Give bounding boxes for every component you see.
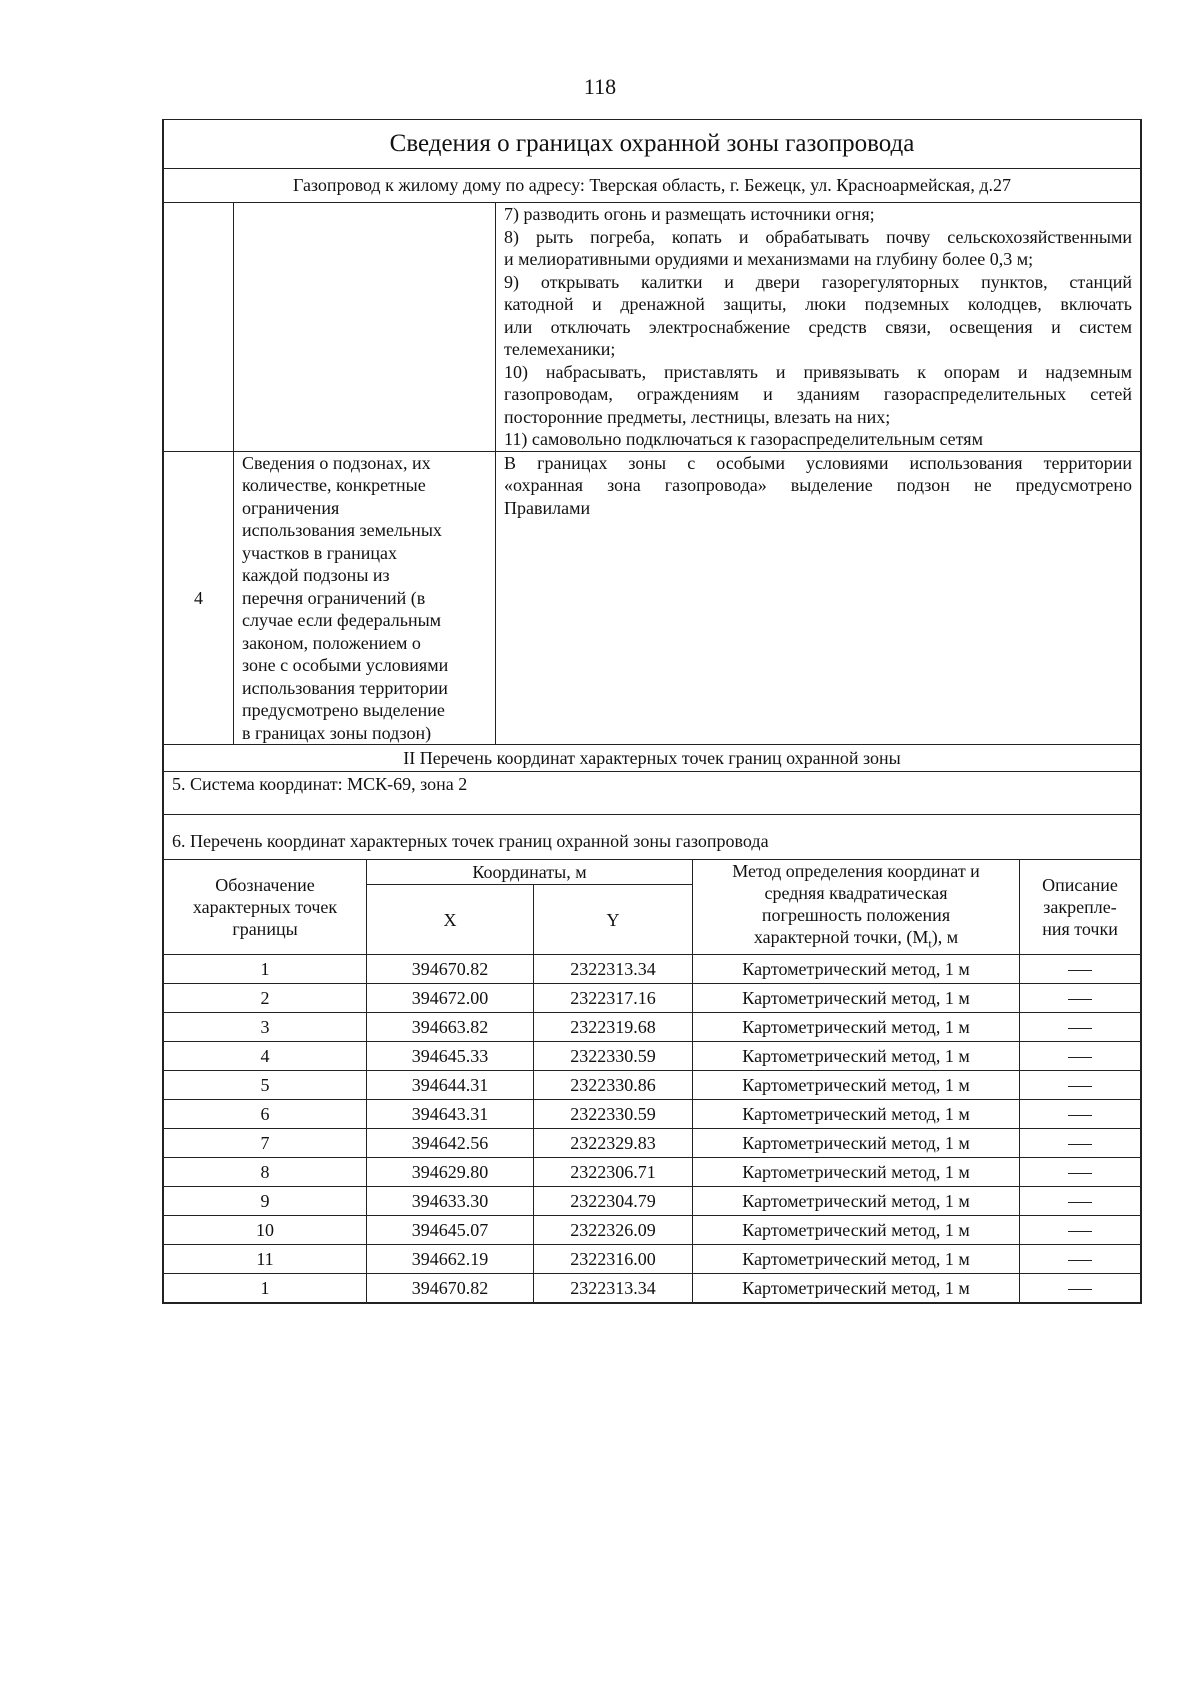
subzones-label-line: количестве, конкретные [242, 475, 426, 495]
table-row [164, 1274, 1141, 1303]
subzones-label-line: использования территории [242, 677, 448, 698]
restrictions-label-cell [234, 203, 496, 452]
point-description [1020, 1158, 1141, 1187]
point-number: 9 [164, 1187, 367, 1216]
header-designation [164, 859, 367, 955]
header-method: Метод определения координат и средняя квадратическая погрешность положения характерной точки, $(M_t)$, м [693, 859, 1020, 955]
dash-mark [1068, 999, 1092, 1000]
subzones-label [242, 452, 487, 745]
point-description [1020, 1042, 1141, 1071]
point-x: 394645.33 [367, 1042, 534, 1071]
point-description [1020, 1071, 1141, 1100]
point-description [1020, 1187, 1141, 1216]
point-x: 394662.19 [367, 1245, 534, 1274]
points-list-title: 6. Перечень координат характерных точек границ охранной зоны газопровода [164, 815, 1141, 860]
dash-mark [1068, 1260, 1092, 1261]
subzones-value-cell [496, 451, 1141, 745]
point-method: Картометрический метод, 1 м [693, 1158, 1020, 1187]
subzones-row-number: 4 [164, 451, 234, 745]
header-designation-line: характерных точек [192, 896, 338, 917]
restrictions-text-cell [496, 203, 1141, 452]
point-y: 2322319.68 [534, 1013, 693, 1042]
header-x: X [367, 884, 534, 954]
point-x: 394670.82 [367, 1274, 534, 1303]
table-row [164, 955, 1141, 984]
subzones-label-line: каждой подзоны из [242, 565, 390, 585]
pipeline-address: Газопровод к жилому дому по адресу: Тверская область, г. Бежецк, ул. Красноармейская, д.27 [164, 169, 1141, 203]
point-x: 394672.00 [367, 984, 534, 1013]
point-y: 2322316.00 [534, 1245, 693, 1274]
point-x: 394633.30 [367, 1187, 534, 1216]
point-description [1020, 1216, 1141, 1245]
subzones-label-line: использования земельных [242, 520, 442, 540]
restriction-line: или отключать электроснабжение средств связи, освещения и систем [504, 316, 1132, 337]
subzones-value-line: «охранная зона газопровода» выделение подзон не предусмотрено [504, 475, 1132, 495]
point-number: 3 [164, 1013, 367, 1042]
restriction-line: посторонние предметы, лестницы, влезать на них; [504, 406, 891, 427]
point-description [1020, 1274, 1141, 1303]
restriction-line: 8) рыть погреба, копать и обрабатывать почву сельскохозяйственными [504, 226, 1132, 247]
header-method-line: погрешность положения [761, 904, 951, 925]
subzones-label-line: предусмотрено выделение [242, 700, 445, 720]
dash-mark [1068, 1231, 1092, 1232]
header-designation-line: Обозначение [215, 874, 315, 895]
dash-mark [1068, 1028, 1092, 1029]
header-designation-line: границы [232, 918, 298, 939]
dash-mark [1068, 1202, 1092, 1203]
restriction-line: катодной и дренажной защиты, люки подземных колодцев, включать [504, 294, 1132, 314]
subzones-value-line: Правилами [504, 497, 591, 518]
point-x: 394644.31 [367, 1071, 534, 1100]
coordinates-table [163, 859, 1141, 1304]
point-number: 1 [164, 955, 367, 984]
restriction-line: и мелиоративными орудиями и механизмами на глубину более 0,3 м; [504, 249, 1034, 269]
zone-info-table [163, 120, 1141, 860]
point-number: 2 [164, 984, 367, 1013]
document-title: Сведения о границах охранной зоны газопровода [164, 120, 1141, 169]
restriction-line: 11) самовольно подключаться к газораспределительным сетям [504, 429, 983, 449]
point-description [1020, 1129, 1141, 1158]
point-x: 394670.82 [367, 955, 534, 984]
restriction-line: 10) набрасывать, приставлять и привязывать к опорам и надземным [504, 361, 1132, 382]
section-2-title: II Перечень координат характерных точек границ охранной зоны [164, 745, 1141, 772]
point-number: 1 [164, 1274, 367, 1303]
point-number: 6 [164, 1100, 367, 1129]
restriction-line: газопроводам, ограждениям и зданиям газораспределительных сетей [504, 384, 1132, 404]
point-method: Картометрический метод, 1 м [693, 1187, 1020, 1216]
subzones-value-line: В границах зоны с особыми условиями использования территории [504, 452, 1132, 473]
restriction-line: телемеханики; [504, 339, 616, 359]
point-number: 5 [164, 1071, 367, 1100]
point-method: Картометрический метод, 1 м [693, 1042, 1020, 1071]
point-x: 394643.31 [367, 1100, 534, 1129]
table-row [164, 1158, 1141, 1187]
point-number: 10 [164, 1216, 367, 1245]
subzones-label-line: Сведения о подзонах, их [242, 452, 431, 473]
restrictions-list [504, 203, 1132, 451]
point-number: 7 [164, 1129, 367, 1158]
header-description [1020, 859, 1141, 955]
table-row [164, 1245, 1141, 1274]
dash-mark [1068, 1144, 1092, 1145]
restriction-line: 9) открывать калитки и двери газорегуляторных пунктов, станций [504, 271, 1132, 292]
point-method: Картометрический метод, 1 м [693, 1274, 1020, 1303]
table-row [164, 984, 1141, 1013]
table-row [164, 1071, 1141, 1100]
point-number: 11 [164, 1245, 367, 1274]
document-frame [162, 119, 1142, 1304]
restriction-line: 7) разводить огонь и размещать источники огня; [504, 204, 875, 224]
point-description [1020, 955, 1141, 984]
table-row [164, 1129, 1141, 1158]
dash-mark [1068, 1057, 1092, 1058]
point-method: Картометрический метод, 1 м [693, 955, 1020, 984]
point-x: 394629.80 [367, 1158, 534, 1187]
point-method: Картометрический метод, 1 м [693, 1013, 1020, 1042]
subzones-label-line: в границах зоны подзон) [242, 722, 432, 743]
dash-mark [1068, 1115, 1092, 1116]
subzones-label-line: зоне с особыми условиями [242, 655, 449, 675]
point-description [1020, 1245, 1141, 1274]
point-number: 4 [164, 1042, 367, 1071]
header-method-line: Метод определения координат и [732, 860, 980, 881]
table-row [164, 1187, 1141, 1216]
point-y: 2322330.59 [534, 1042, 693, 1071]
header-description-line: ния точки [1042, 918, 1118, 939]
table-row [164, 1100, 1141, 1129]
point-y: 2322326.09 [534, 1216, 693, 1245]
point-number: 8 [164, 1158, 367, 1187]
point-method: Картометрический метод, 1 м [693, 1216, 1020, 1245]
point-y: 2322330.86 [534, 1071, 693, 1100]
coordinates-rows [164, 955, 1141, 1303]
table-row [164, 1216, 1141, 1245]
header-description-line: Описание [1042, 874, 1118, 895]
subzones-label-line: случае если федеральным [242, 610, 442, 630]
subzones-label-line: участков в границах [242, 542, 397, 563]
header-y: Y [534, 884, 693, 954]
dash-mark [1068, 1173, 1092, 1174]
point-description [1020, 984, 1141, 1013]
table-row [164, 1013, 1141, 1042]
point-description [1020, 1100, 1141, 1129]
dash-mark [1068, 1086, 1092, 1087]
point-y: 2322306.71 [534, 1158, 693, 1187]
point-x: 394663.82 [367, 1013, 534, 1042]
point-method: Картометрический метод, 1 м [693, 1245, 1020, 1274]
header-description-line: закрепле- [1043, 896, 1117, 917]
point-method: Картометрический метод, 1 м [693, 1100, 1020, 1129]
point-description [1020, 1013, 1141, 1042]
table-row [164, 1042, 1141, 1071]
point-method: Картометрический метод, 1 м [693, 1129, 1020, 1158]
dash-mark [1068, 970, 1092, 971]
header-method-line: средняя квадратическая [764, 882, 948, 903]
subzones-label-line: законом, положением о [242, 632, 421, 653]
point-x: 394645.07 [367, 1216, 534, 1245]
subzones-label-cell [234, 451, 496, 745]
dash-mark [1068, 1289, 1092, 1290]
subzones-value [504, 452, 1132, 520]
point-x: 394642.56 [367, 1129, 534, 1158]
point-y: 2322304.79 [534, 1187, 693, 1216]
point-y: 2322317.16 [534, 984, 693, 1013]
point-y: 2322329.83 [534, 1129, 693, 1158]
coordinate-system: 5. Система координат: МСК-69, зона 2 [164, 772, 1141, 815]
restrictions-number-cell [164, 203, 234, 452]
subzones-label-line: перечня ограничений (в [242, 587, 426, 608]
subzones-label-line: ограничения [242, 497, 340, 518]
point-method: Картометрический метод, 1 м [693, 984, 1020, 1013]
point-y: 2322330.59 [534, 1100, 693, 1129]
point-y: 2322313.34 [534, 955, 693, 984]
point-y: 2322313.34 [534, 1274, 693, 1303]
header-coordinates: Координаты, м [367, 859, 693, 884]
page-number: 118 [583, 74, 617, 99]
point-method: Картометрический метод, 1 м [693, 1071, 1020, 1100]
